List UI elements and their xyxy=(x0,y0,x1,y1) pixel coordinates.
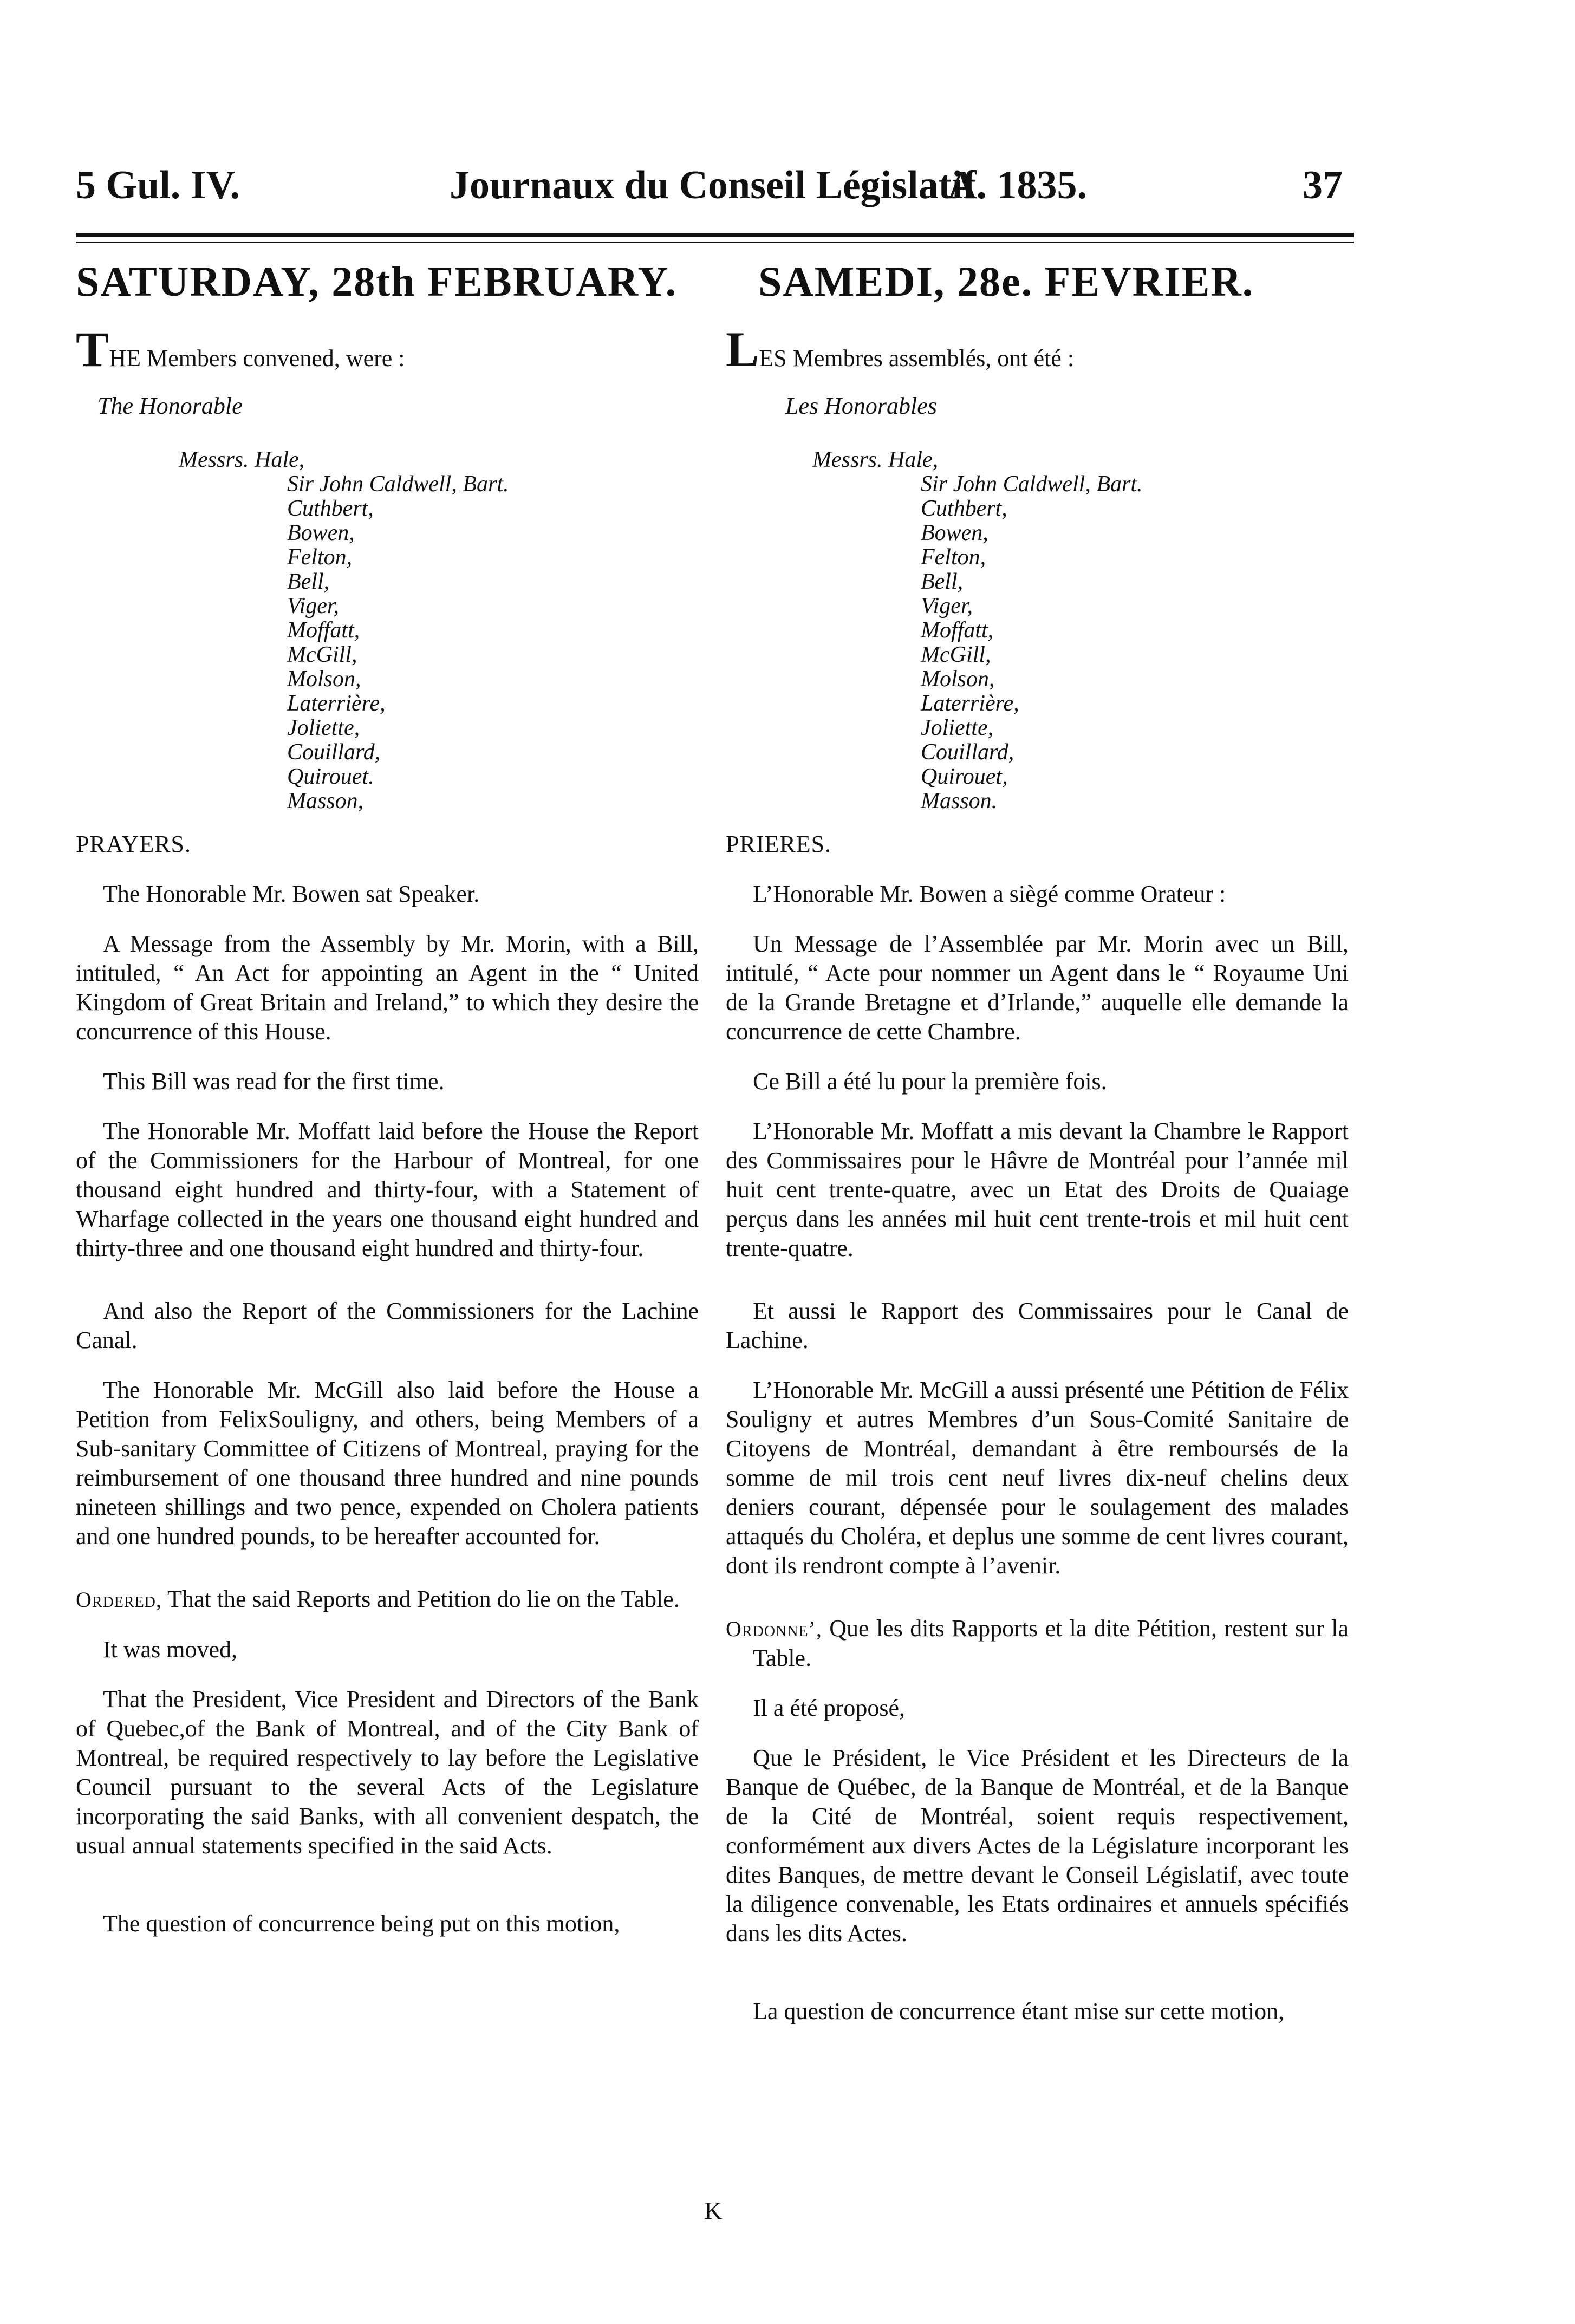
member-name: Messrs. Hale, xyxy=(812,447,939,472)
english-column xyxy=(76,255,699,1938)
member-name: Couillard, xyxy=(287,740,381,765)
member-name: Laterrière, xyxy=(287,691,386,716)
signature-mark: K xyxy=(704,2197,723,2224)
english-ordered-label: Ordered, xyxy=(76,1587,162,1612)
french-day-heading: SAMEDI, 28e. FEVRIER. xyxy=(758,258,1254,305)
member-name: McGill, xyxy=(921,642,991,667)
english-prayers-heading: PRAYERS. xyxy=(76,831,192,857)
french-message: Un Message de l’Assemblée par Mr. Morin avec un Bill, intitulé, “ Acte pour nommer un Agent dans le “ Royaume Uni de la Grande Bretagne et d’Irlande,” auquelle elle demande la concurrence de cette Chambre. xyxy=(726,930,1349,1045)
member-name: Sir John Caldwell, Bart. xyxy=(287,472,509,497)
french-prayers-heading: PRIERES. xyxy=(726,831,832,857)
member-name: Viger, xyxy=(287,594,340,619)
member-name: Bell, xyxy=(287,569,330,594)
english-message: A Message from the Assembly by Mr. Morin, with a Bill, intituled, “ An Act for appointing an Agent in the “ United Kingdom of Great Britain and Ireland,” to which they desire the concurrence of this House. xyxy=(76,930,699,1045)
member-name: Cuthbert, xyxy=(287,496,374,521)
member-name: Viger, xyxy=(921,594,973,619)
french-intro xyxy=(726,322,1349,377)
member-name: Masson, xyxy=(287,789,364,813)
french-speaker: L’Honorable Mr. Bowen a siègé comme Orateur : xyxy=(753,881,1226,907)
english-moved: It was moved, xyxy=(103,1636,238,1663)
english-member-list xyxy=(179,447,699,813)
english-speaker: The Honorable Mr. Bowen sat Speaker. xyxy=(103,881,480,907)
member-name: Cuthbert, xyxy=(921,496,1007,521)
english-lachine-report: And also the Report of the Commissioners for the Lachine Canal. xyxy=(76,1298,699,1353)
english-question: The question of concurrence being put on this motion, xyxy=(103,1910,620,1937)
english-moffatt-report: The Honorable Mr. Moffatt laid before the House the Report of the Commissioners for the Harbour of Montreal, for one thousand eight hundred and thirty-four, with a Statement of Wharfage collected in the years one thousand eight hundred and thirty-three and one thousand eight hundred and thirty-four. xyxy=(76,1118,699,1261)
french-intro-text: ES Membres assemblés, ont été : xyxy=(759,345,1075,372)
regnal-year: 5 Gul. IV. xyxy=(76,163,240,207)
french-column xyxy=(726,255,1349,2026)
french-first-reading: Ce Bill a été lu pour la première fois. xyxy=(753,1068,1107,1095)
french-moffatt-report: L’Honorable Mr. Moffatt a mis devant la Chambre le Rapport des Commissaires pour le Hâvre de Montréal pour l’année mil huit cent trente-quatre, avec un Etat des Droits de Quaiage perçus dans les années mil huit cent trente-trois et mil huit cent trente-quatre. xyxy=(726,1118,1349,1261)
member-name: Bowen, xyxy=(921,520,988,545)
english-intro xyxy=(76,322,699,377)
member-name: Joliette, xyxy=(921,715,994,740)
member-name: Joliette, xyxy=(287,715,360,740)
french-moved: Il a été proposé, xyxy=(753,1695,905,1721)
french-mcgill-petition: L’Honorable Mr. McGill a aussi présenté une Pétition de Félix Souligny et autres Membres d’un Sous-Comité Sanitaire de Citoyens de Montréal, demandant à être remboursés de la somme de mil trois cent neuf livres dix-neuf chelins deux deniers courant, dépensée pour le soulagement des malades attaqués du Choléra, et deplus une somme de cent livres courant, dont ils rendront compte à l’avenir. xyxy=(726,1377,1349,1579)
french-dropcap: L xyxy=(726,322,759,377)
english-day-heading: SATURDAY, 28th FEBRUARY. xyxy=(76,258,678,305)
running-head xyxy=(76,158,1354,218)
member-name: Messrs. Hale, xyxy=(179,447,305,472)
journal-title: Journaux du Conseil Législatif. xyxy=(450,163,986,207)
member-name: Bowen, xyxy=(287,520,355,545)
header-rule-thin xyxy=(76,242,1354,243)
french-ordered-text: Que les dits Rapports et la dite Pétition, restent sur la Table. xyxy=(753,1615,1349,1671)
english-intro-text: HE Members convened, were : xyxy=(109,345,405,372)
french-question: La question de concurrence étant mise sur cette motion, xyxy=(753,1998,1285,2024)
english-dropcap: T xyxy=(76,322,109,377)
english-mcgill-petition: The Honorable Mr. McGill also laid before the House a Petition from FelixSouligny, and others, being Members of a Sub-sanitary Committee of Citizens of Montreal, praying for the reimbursement of one thousand three hundred and nine pounds nineteen shillings and two pence, expended on Cholera patients and one hundred pounds, to be hereafter accounted for. xyxy=(76,1377,699,1550)
english-first-reading: This Bill was read for the first time. xyxy=(103,1068,445,1095)
member-name: Sir John Caldwell, Bart. xyxy=(921,472,1143,497)
french-ordered-label: Ordonne’, xyxy=(726,1617,822,1641)
header-rule-thick xyxy=(76,233,1354,237)
french-member-list xyxy=(812,447,1349,813)
member-name: McGill, xyxy=(287,642,357,667)
english-honorable-label: The Honorable xyxy=(97,393,243,419)
page-number: 37 xyxy=(1303,163,1343,207)
english-ordered xyxy=(76,1585,699,1615)
french-motion: Que le Président, le Vice Président et les Directeurs de la Banque de Québec, de la Banque de Montréal, et de la Banque de la Cité de Montréal, soient requis respectivement, conformément aux divers Actes de la Législature incorporant les dites Banques, de mettre devant le Conseil Législatif, avec toute la diligence convenable, les Etats ordinaires et annuels spécifiés dans les dits Actes. xyxy=(726,1744,1349,1947)
member-name: Moffatt, xyxy=(921,618,994,643)
member-name: Moffatt, xyxy=(287,618,360,643)
member-name: Quirouet, xyxy=(921,764,1008,789)
member-name: Bell, xyxy=(921,569,964,594)
member-name: Couillard, xyxy=(921,740,1014,765)
french-lachine-report: Et aussi le Rapport des Commissaires pour le Canal de Lachine. xyxy=(726,1298,1349,1353)
french-ordered xyxy=(726,1614,1349,1673)
member-name: Felton, xyxy=(921,545,986,570)
member-name: Molson, xyxy=(287,667,361,692)
calendar-year: A. 1835. xyxy=(948,163,1087,207)
french-honorable-label: Les Honorables xyxy=(785,393,937,419)
english-ordered-text: That the said Reports and Petition do lie on the Table. xyxy=(167,1586,680,1612)
member-name: Masson. xyxy=(921,789,998,813)
member-name: Molson, xyxy=(921,667,995,692)
english-motion: That the President, Vice President and Directors of the Bank of Quebec,of the Bank of Montreal, and of the City Bank of Montreal, be required respectively to lay before the Legislative Council pursuant to the several Acts of the Legislature incorporating the said Banks, with all convenient despatch, the usual annual statements specified in the said Acts. xyxy=(76,1686,699,1859)
member-name: Laterrière, xyxy=(921,691,1019,716)
member-name: Felton, xyxy=(287,545,353,570)
member-name: Quirouet. xyxy=(287,764,374,789)
